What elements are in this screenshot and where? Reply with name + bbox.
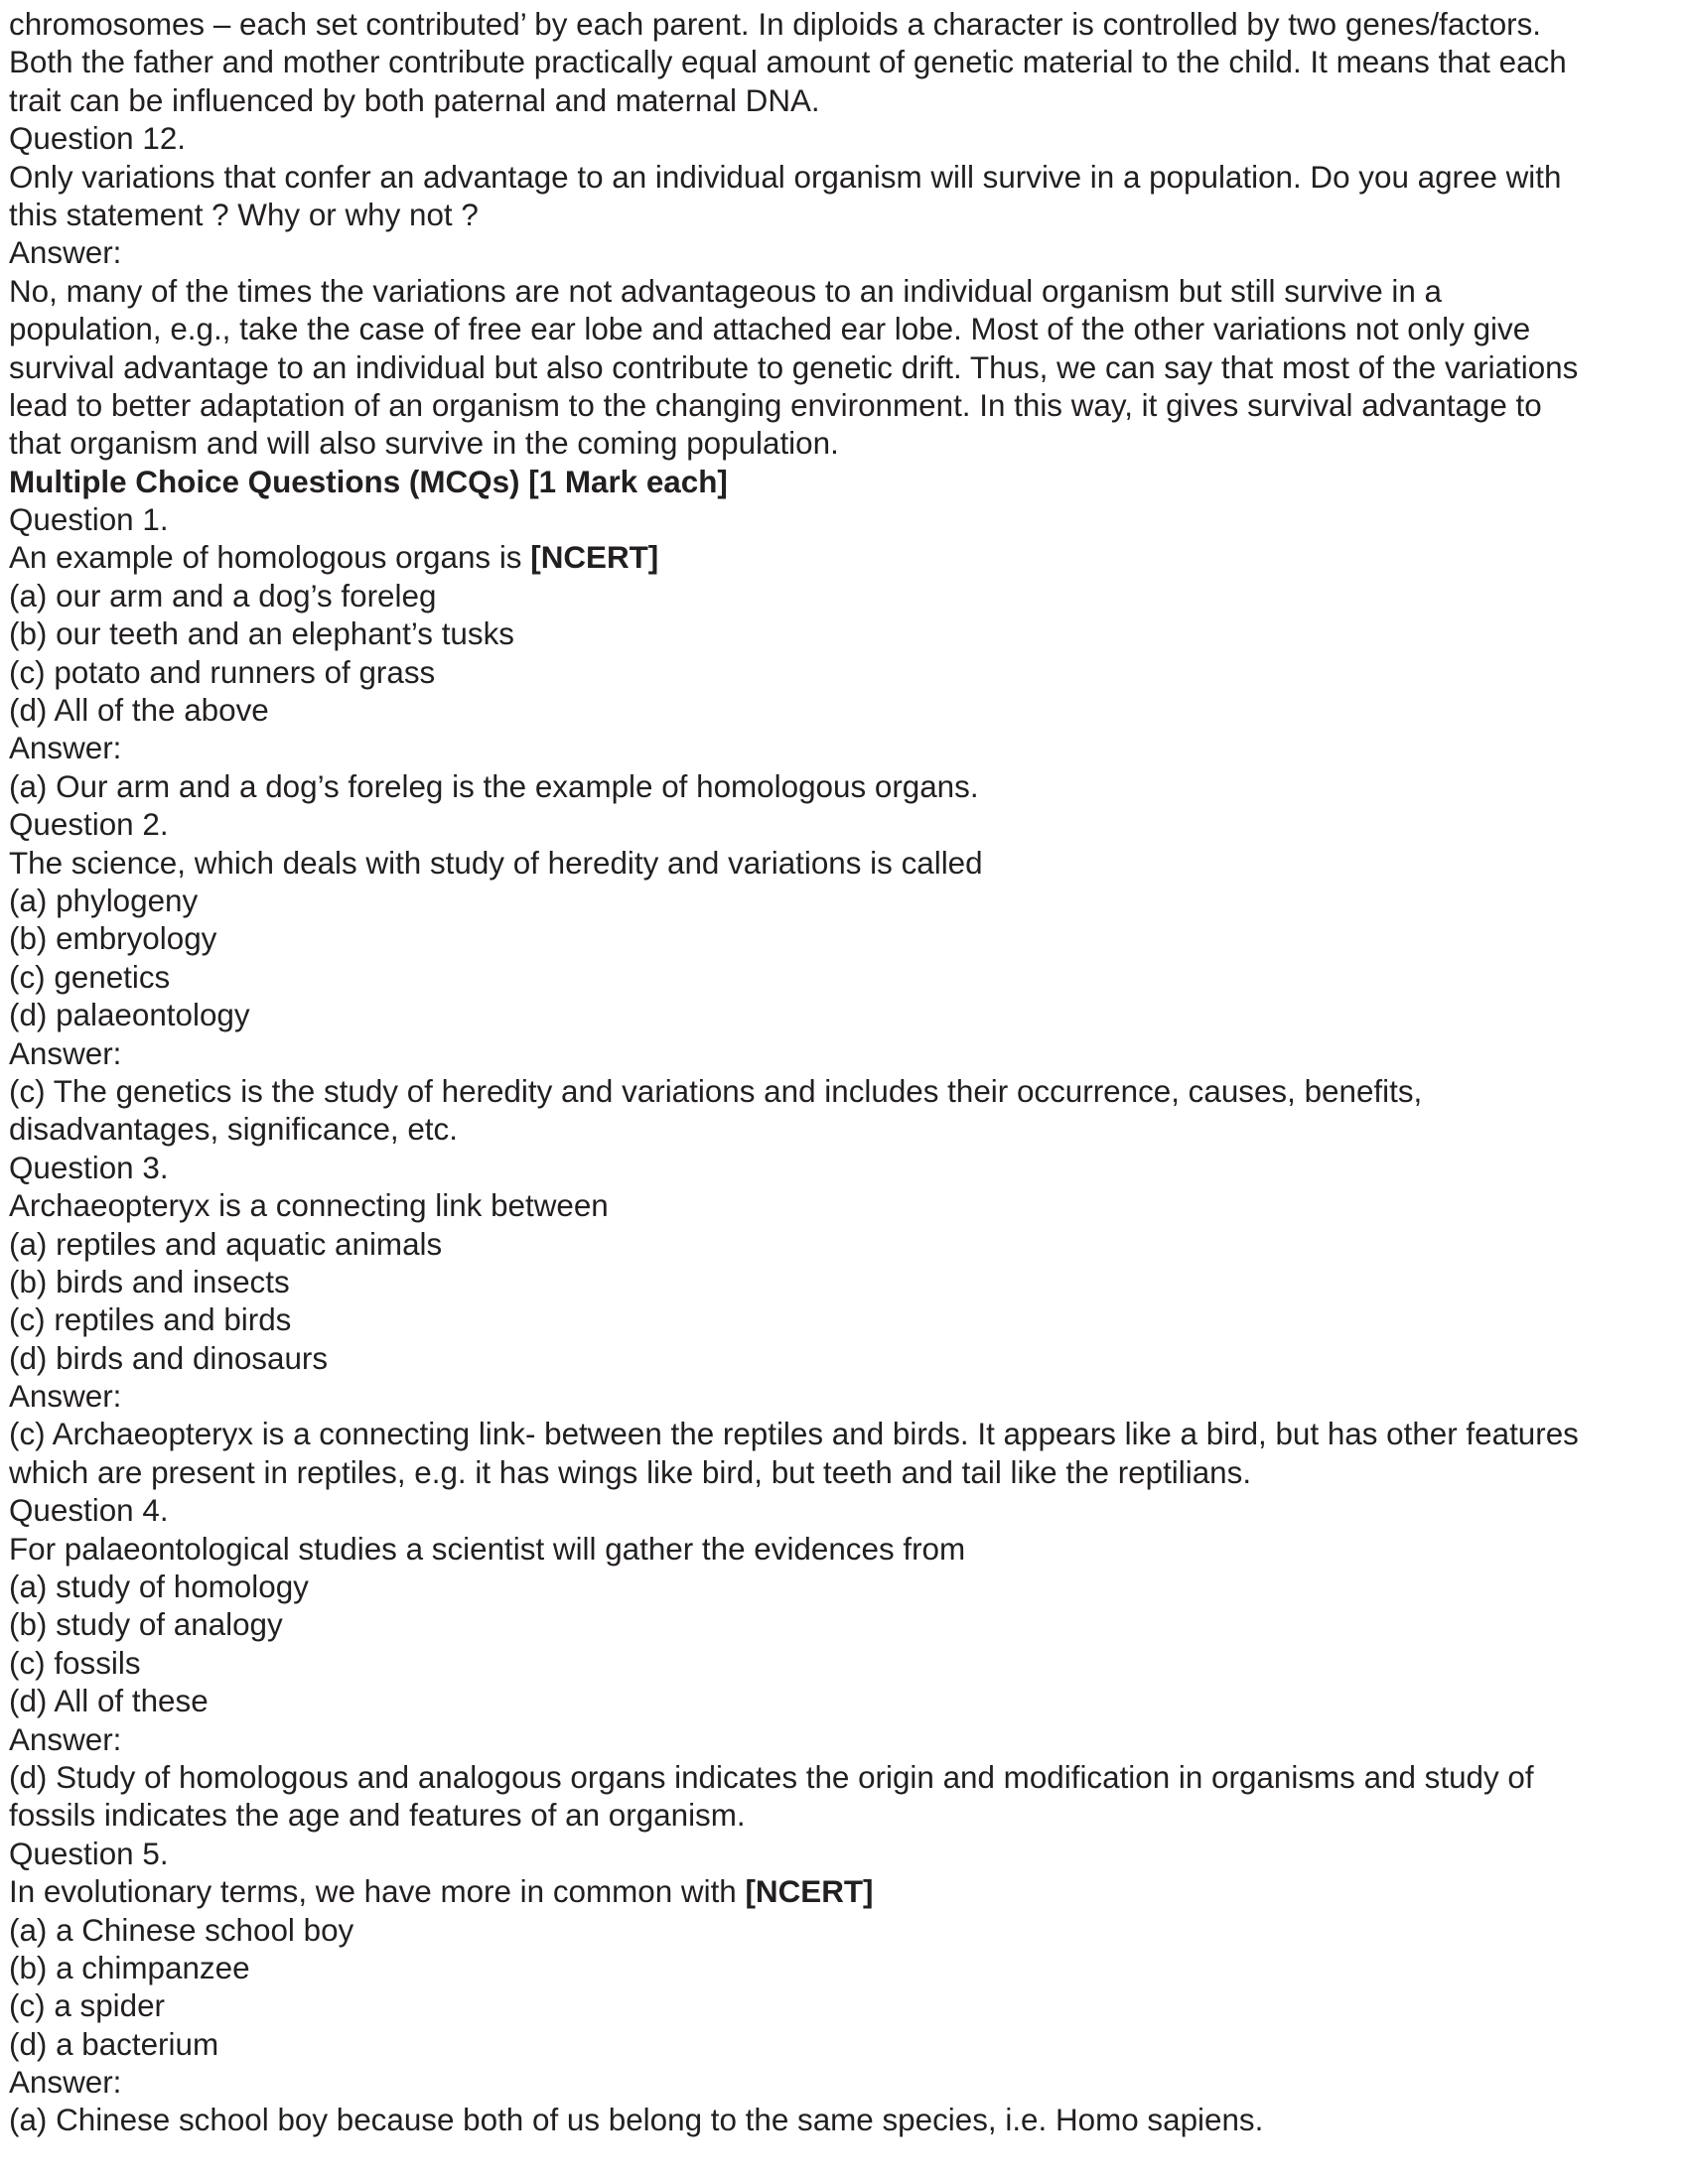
answer-label: Answer: (9, 1379, 122, 1415)
document-page (9, 6, 1677, 2140)
option: (c) a spider (9, 1988, 165, 2024)
question-label: Question 1. (9, 502, 169, 538)
option: (a) our arm and a dog’s foreleg (9, 578, 437, 614)
option: (b) study of analogy (9, 1607, 283, 1643)
question-text: Archaeopteryx is a connecting link between (9, 1188, 609, 1224)
question-stem: An example of homologous organs is (9, 540, 531, 576)
option: (d) All of these (9, 1684, 209, 1719)
answer-text: disadvantages, significance, etc. (9, 1112, 458, 1148)
option: (a) phylogeny (9, 883, 199, 918)
question-label: Question 4. (9, 1493, 169, 1529)
option: (b) birds and insects (9, 1264, 290, 1299)
answer-text: No, many of the times the variations are not advantageous to an individual organism but still survive in a (9, 273, 1443, 309)
question-text: this statement ? Why or why not ? (9, 197, 479, 232)
option: (c) potato and runners of grass (9, 654, 436, 690)
option: (b) our teeth and an elephant’s tusks (9, 616, 514, 652)
answer-text: population, e.g., take the case of free ear lobe and attached ear lobe. Most of the other variations not only give (9, 312, 1531, 347)
section-heading: Multiple Choice Questions (MCQs) [1 Mark each] (9, 464, 728, 499)
question-text (9, 1873, 1677, 1911)
answer-text: (d) Study of homologous and analogous organs indicates the origin and modification in organisms and study of (9, 1759, 1534, 1795)
option: (d) birds and dinosaurs (9, 1340, 329, 1376)
option: (d) All of the above (9, 693, 269, 729)
question-text: Only variations that confer an advantage to an individual organism will survive in a population. Do you agree with (9, 159, 1562, 195)
option: (c) fossils (9, 1645, 141, 1681)
intro-line: Both the father and mother contribute practically equal amount of genetic material to the child. It means that each (9, 45, 1567, 80)
question-text (9, 539, 1677, 577)
answer-text: which are present in reptiles, e.g. it has wings like bird, but teeth and tail like the reptilians. (9, 1454, 1252, 1490)
option: (d) a bacterium (9, 2026, 219, 2062)
answer-text: (a) Our arm and a dog’s foreleg is the example of homologous organs. (9, 768, 979, 804)
intro-line: trait can be influenced by both paternal and maternal DNA. (9, 82, 820, 118)
answer-label: Answer: (9, 2065, 122, 2101)
answer-label: Answer: (9, 235, 122, 271)
intro-line: chromosomes – each set contributed’ by each parent. In diploids a character is controlled by two genes/factors. (9, 7, 1542, 42)
answer-label: Answer: (9, 731, 122, 766)
question-stem: In evolutionary terms, we have more in common with (9, 1874, 746, 1910)
answer-label: Answer: (9, 1035, 122, 1071)
option: (b) embryology (9, 921, 217, 957)
option: (a) study of homology (9, 1570, 309, 1605)
question-text: The science, which deals with study of heredity and variations is called (9, 845, 983, 881)
answer-text: (a) Chinese school boy because both of us belong to the same species, i.e. Homo sapiens. (9, 2103, 1264, 2138)
option: (d) palaeontology (9, 998, 250, 1033)
answer-text: (c) The genetics is the study of heredity and variations and includes their occurrence, causes, benefits, (9, 1073, 1423, 1109)
ncert-tag: [NCERT] (530, 540, 659, 576)
question-label: Question 12. (9, 121, 186, 157)
option: (b) a chimpanzee (9, 1950, 250, 1985)
answer-text: that organism and will also survive in the coming population. (9, 426, 839, 462)
option: (a) a Chinese school boy (9, 1912, 354, 1948)
answer-text: lead to better adaptation of an organism to the changing environment. In this way, it gives survival advantage to (9, 387, 1542, 423)
option: (c) genetics (9, 959, 171, 995)
option: (c) reptiles and birds (9, 1302, 292, 1338)
question-label: Question 5. (9, 1836, 169, 1871)
ncert-tag: [NCERT] (745, 1874, 874, 1910)
answer-text: fossils indicates the age and features of an organism. (9, 1798, 746, 1834)
answer-text: (c) Archaeopteryx is a connecting link- between the reptiles and birds. It appears like a bird, but has other features (9, 1417, 1579, 1452)
option: (a) reptiles and aquatic animals (9, 1226, 443, 1262)
answer-label: Answer: (9, 1721, 122, 1757)
question-label: Question 2. (9, 807, 169, 843)
question-text: For palaeontological studies a scientist will gather the evidences from (9, 1531, 966, 1567)
answer-text: survival advantage to an individual but also contribute to genetic drift. Thus, we can say that most of the variations (9, 349, 1579, 385)
question-label: Question 3. (9, 1150, 169, 1185)
